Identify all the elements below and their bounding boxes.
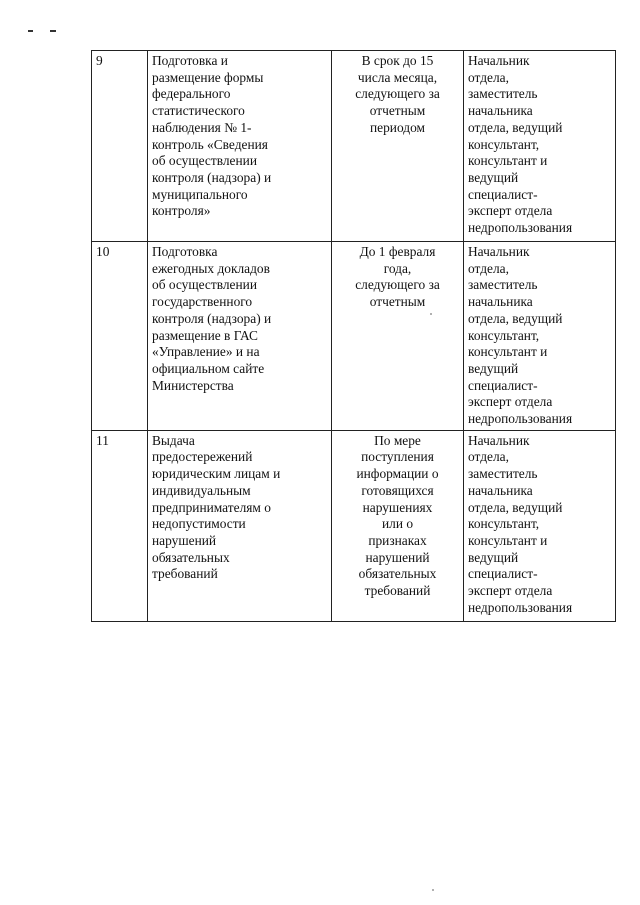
task-description: Подготовка ежегодных докладов об осуществлении государственного контроля (надзора) и размещение в ГАС «Управление» и на официальном сайте Министерства <box>148 242 332 431</box>
responsible: Начальник отдела, заместитель начальника отдела, ведущий консультант, консультант и ведущий специалист- эксперт отдела недропользования <box>464 430 616 621</box>
scan-speck <box>430 313 432 315</box>
scan-mark <box>50 30 56 32</box>
scan-mark <box>28 30 33 32</box>
table-row <box>92 242 616 431</box>
deadline: До 1 февраля года, следующего за отчетным <box>332 242 464 431</box>
responsible: Начальник отдела, заместитель начальника отдела, ведущий консультант, консультант и ведущий специалист- эксперт отдела недропользования <box>464 51 616 242</box>
deadline: В срок до 15 числа месяца, следующего за отчетным периодом <box>332 51 464 242</box>
responsible: Начальник отдела, заместитель начальника отдела, ведущий консультант, консультант и ведущий специалист- эксперт отдела недропользования <box>464 242 616 431</box>
row-number: 11 <box>92 430 148 621</box>
row-number: 10 <box>92 242 148 431</box>
row-number: 9 <box>92 51 148 242</box>
table-row <box>92 430 616 621</box>
task-description: Выдача предостережений юридическим лицам и индивидуальным предпринимателям о недопустимости нарушений обязательных требований <box>148 430 332 621</box>
scan-speck <box>432 889 434 891</box>
task-description: Подготовка и размещение формы федерального статистического наблюдения № 1- контроль «Сведения об осуществлении контроля (надзора) и муниципального контроля» <box>148 51 332 242</box>
deadline: По мере поступления информации о готовящихся нарушениях или о признаках нарушений обязательных требований <box>332 430 464 621</box>
plan-table <box>91 50 616 622</box>
table-row <box>92 51 616 242</box>
